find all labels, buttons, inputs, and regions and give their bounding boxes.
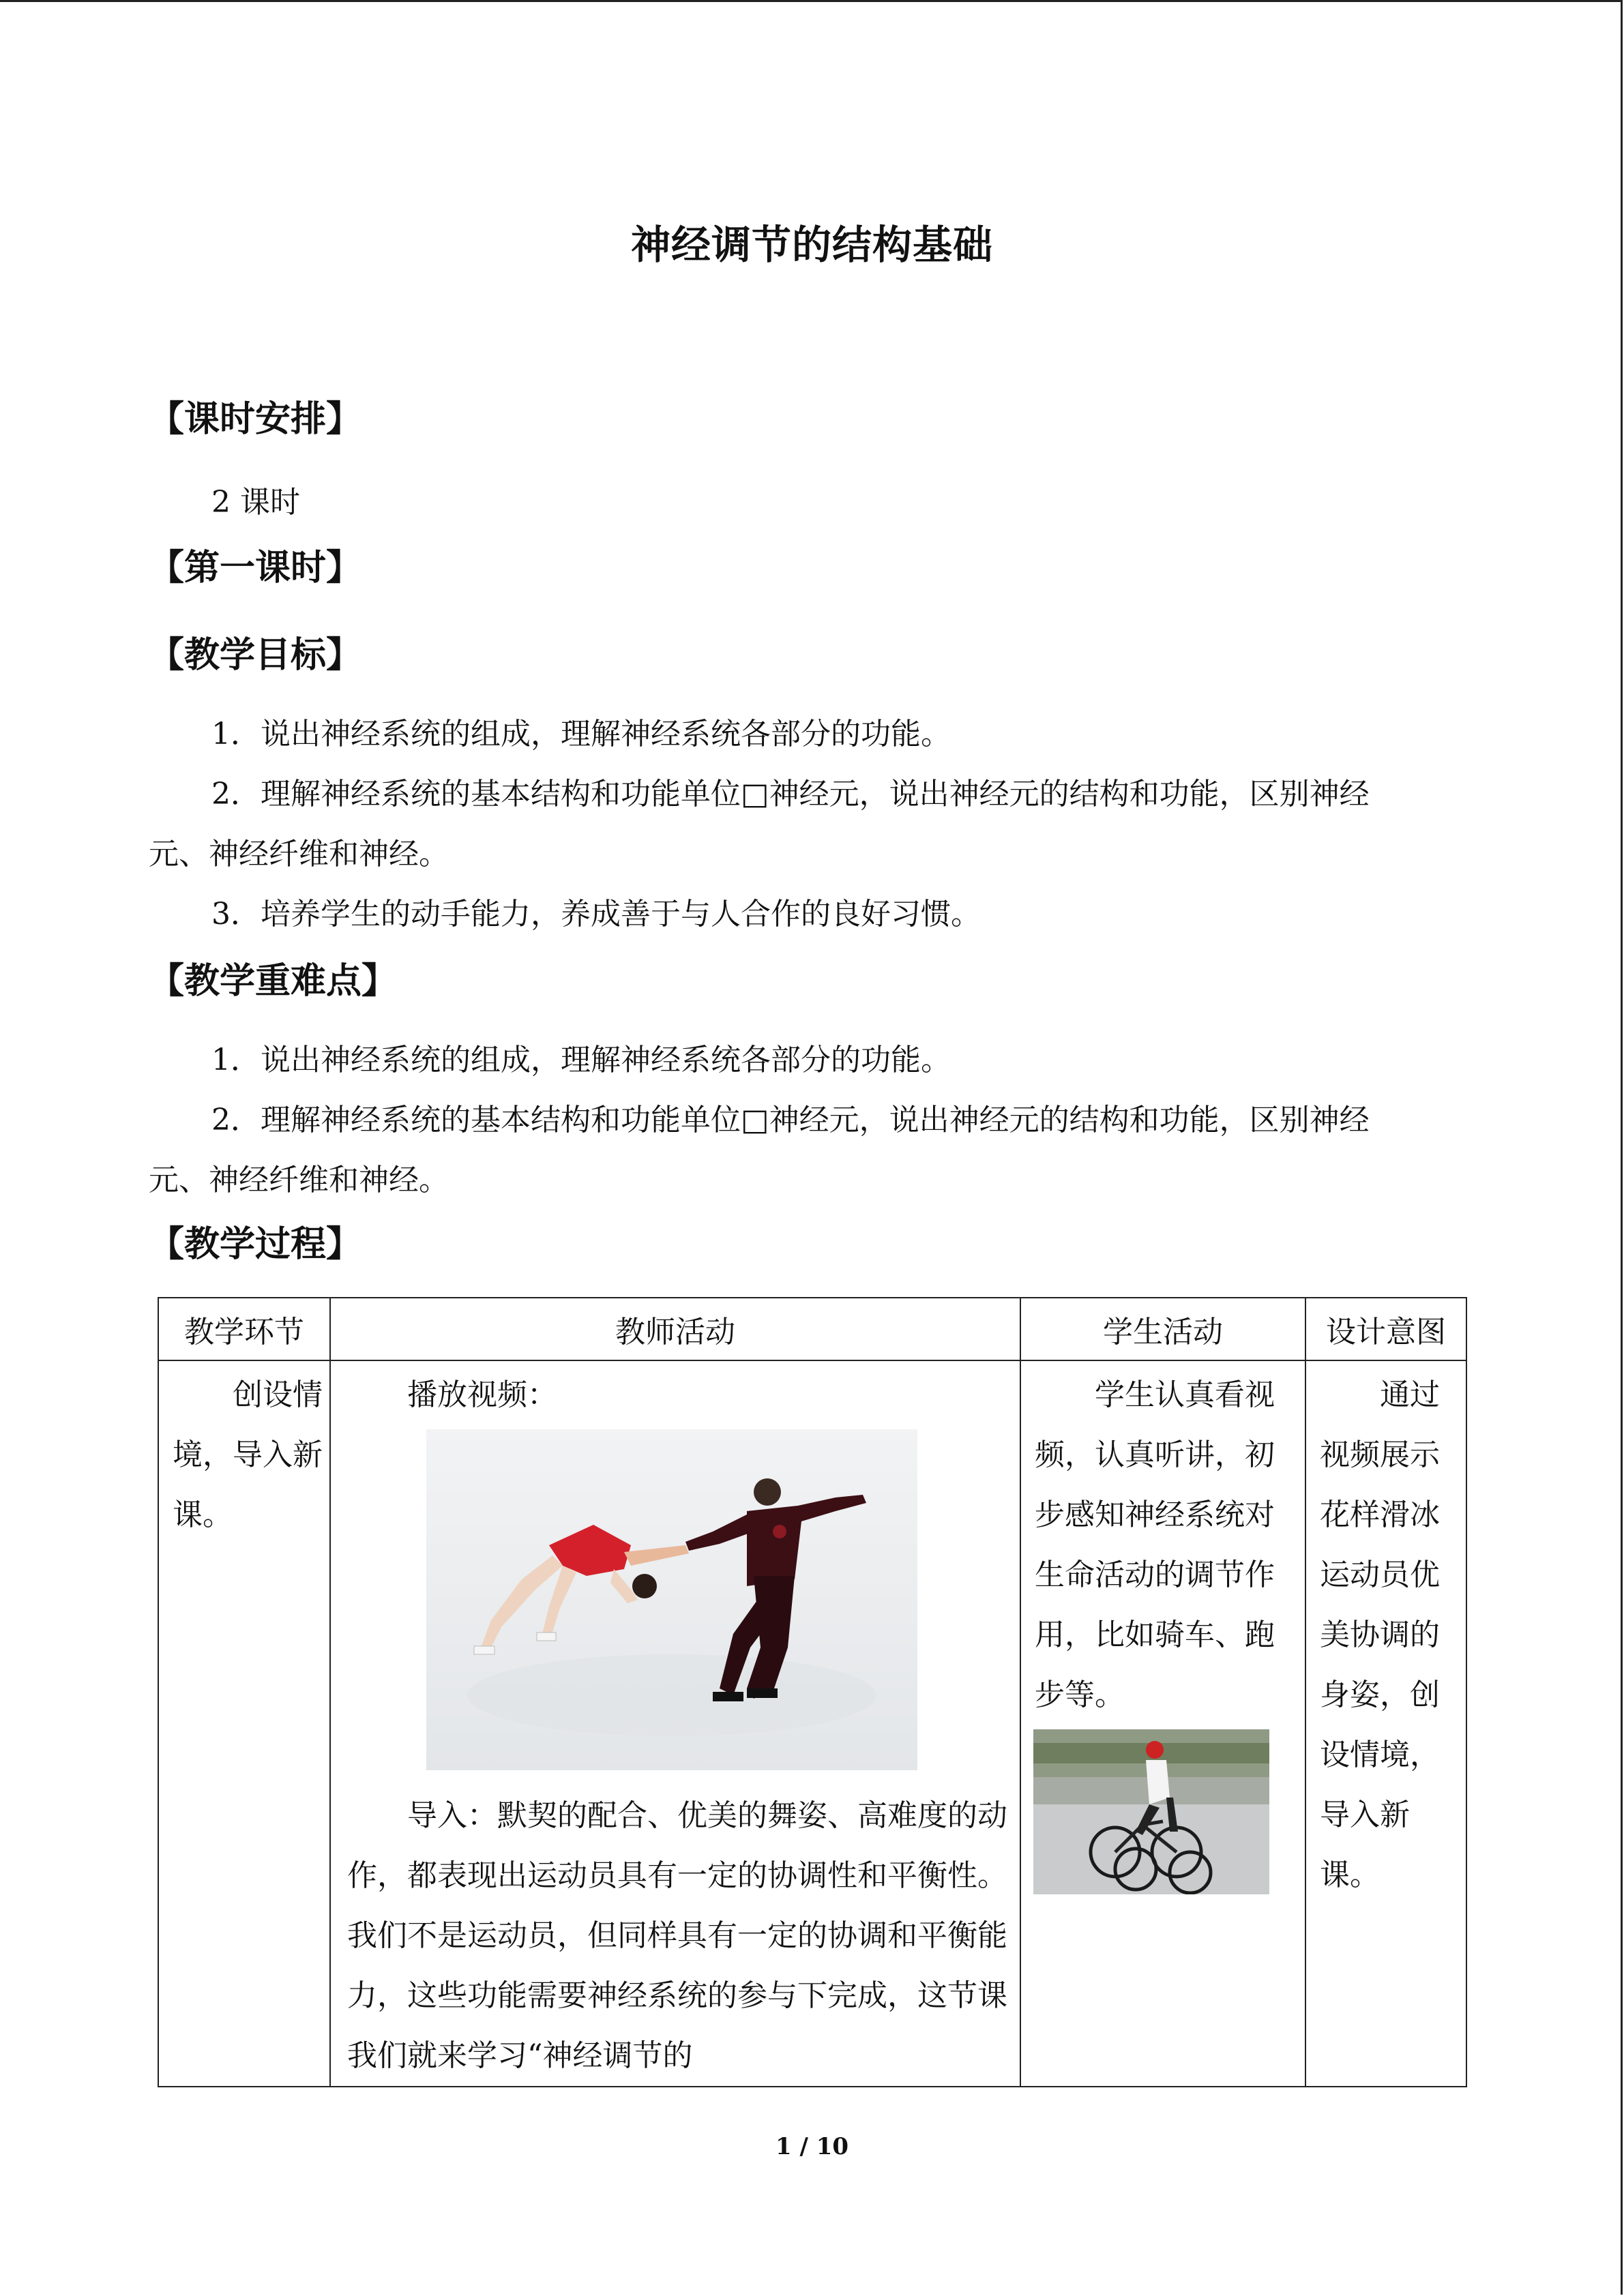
header-intent: 设计意图 bbox=[1305, 1298, 1466, 1360]
table-row bbox=[158, 1360, 1466, 2087]
teacher-intro: 播放视频： bbox=[407, 1377, 557, 1412]
heading-objectives: 【教学目标】 bbox=[149, 635, 362, 676]
heading-key-points: 【教学重难点】 bbox=[149, 961, 398, 1002]
stage-text: 创设情境，导入新课。 bbox=[173, 1377, 323, 1532]
objective-item: 3．培养学生的动手能力，养成善于与人合作的良好习惯。 bbox=[211, 897, 981, 931]
figure-skating-image bbox=[426, 1429, 1020, 1778]
cycling-image bbox=[1033, 1729, 1305, 1902]
document-title: 神经调节的结构基础 bbox=[630, 222, 993, 268]
cell-stage bbox=[158, 1360, 330, 2087]
objective-item: 1．说出神经系统的组成，理解神经系统各部分的功能。 bbox=[211, 717, 951, 751]
key-point-item: 元、神经纤维和神经。 bbox=[149, 1163, 449, 1197]
table-header-row bbox=[158, 1298, 1466, 1360]
heading-process: 【教学过程】 bbox=[149, 1224, 362, 1265]
objective-item: 2．理解神经系统的基本结构和功能单位□神经元，说出神经元的结构和功能，区别神经 bbox=[211, 777, 1370, 811]
cell-teacher bbox=[330, 1360, 1020, 2087]
key-point-item: 2．理解神经系统的基本结构和功能单位□神经元，说出神经元的结构和功能，区别神经 bbox=[211, 1103, 1370, 1137]
heading-first-lesson: 【第一课时】 bbox=[149, 548, 362, 588]
header-stage: 教学环节 bbox=[158, 1298, 330, 1360]
cell-student bbox=[1020, 1360, 1305, 2087]
schedule-text: 2 课时 bbox=[211, 485, 300, 520]
objective-item: 元、神经纤维和神经。 bbox=[149, 837, 449, 871]
intent-text: 通过视频展示花样滑冰运动员优美协调的身姿，创设情境，导入新课。 bbox=[1320, 1377, 1440, 1892]
cell-intent bbox=[1305, 1360, 1466, 2087]
page-number: 1 / 10 bbox=[775, 2133, 849, 2160]
teaching-process-table bbox=[158, 1297, 1467, 2087]
student-text: 学生认真看视频，认真听讲，初步感知神经系统对生命活动的调节作用，比如骑车、跑步等。 bbox=[1035, 1377, 1275, 1712]
header-teacher: 教师活动 bbox=[330, 1298, 1020, 1360]
key-point-item: 1．说出神经系统的组成，理解神经系统各部分的功能。 bbox=[211, 1043, 951, 1077]
heading-schedule: 【课时安排】 bbox=[149, 399, 362, 440]
header-student: 学生活动 bbox=[1020, 1298, 1305, 1360]
teacher-text: 导入：默契的配合、优美的舞姿、高难度的动作，都表现出运动员具有一定的协调性和平衡性。我们不是运动员，但同样具有一定的协调和平衡能力，这些功能需要神经系统的参与下完成，这节课我们就来学习“神经调节的 bbox=[347, 1798, 1007, 2073]
